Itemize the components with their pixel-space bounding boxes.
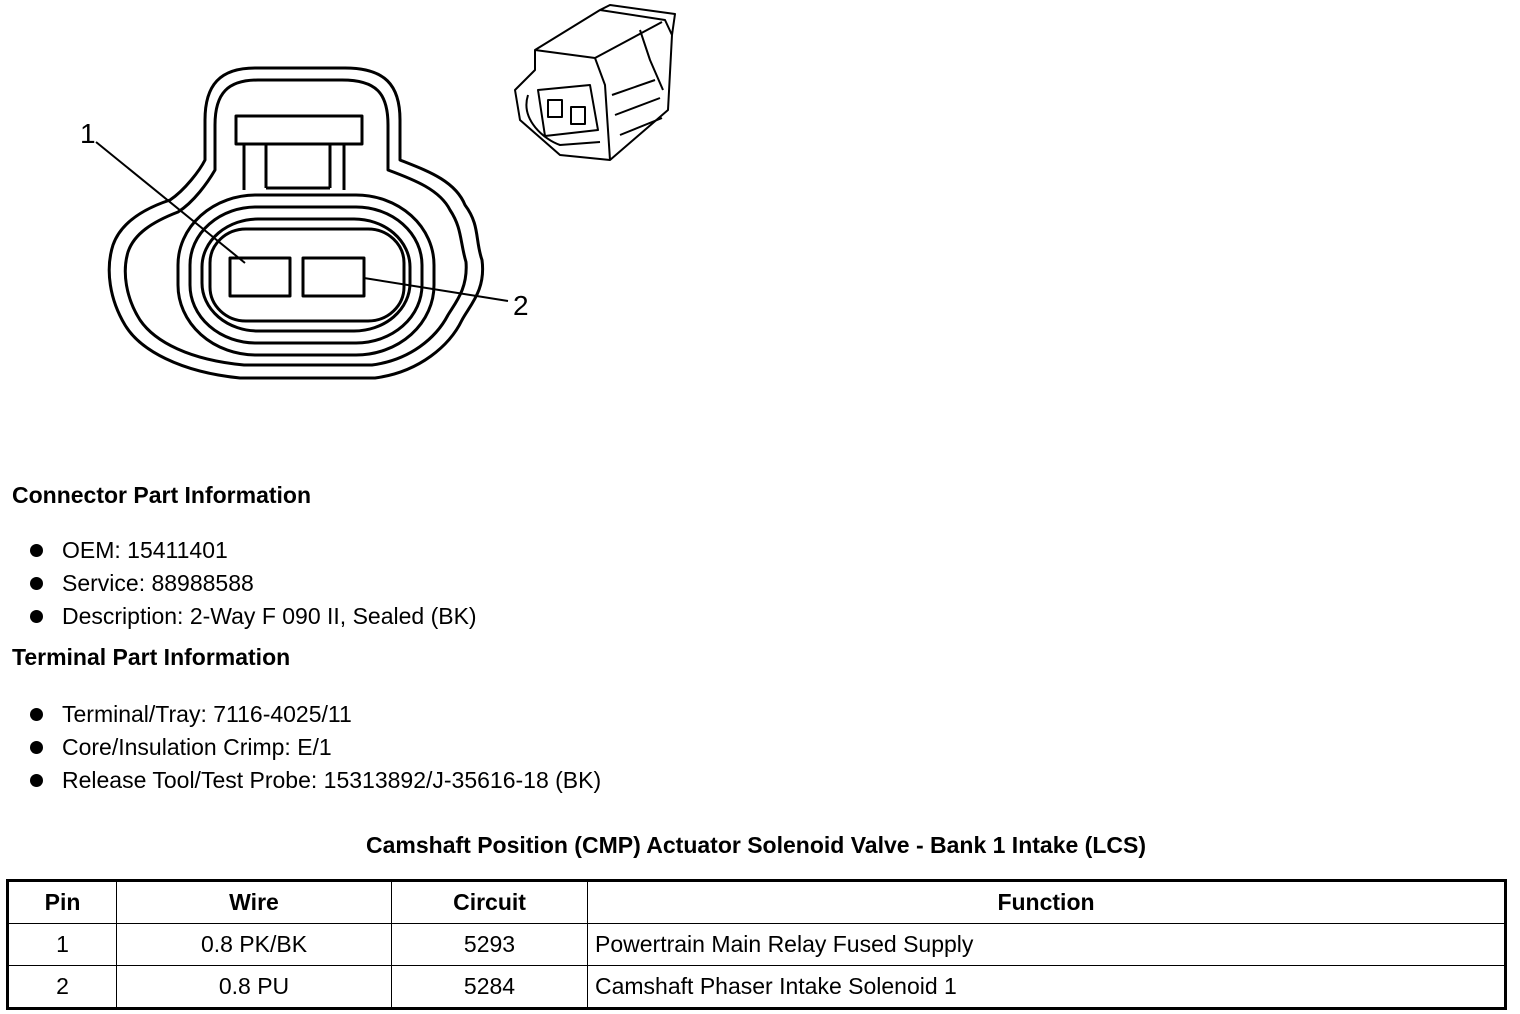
- seal-ring-inner: [202, 219, 410, 331]
- bullet-icon: [30, 577, 43, 590]
- column-header-pin: Pin: [8, 881, 117, 924]
- bullet-icon: [30, 708, 43, 721]
- terminal-crimp: Core/Insulation Crimp: E/1: [62, 734, 332, 760]
- terminal-part-info-list: [28, 698, 601, 797]
- latch-bar: [236, 116, 362, 144]
- cell-wire: 0.8 PU: [117, 966, 392, 1009]
- terminal-release-tool: Release Tool/Test Probe: 15313892/J-35616-18 (BK): [62, 767, 602, 793]
- cell-pin: 1: [8, 924, 117, 966]
- table-row: [8, 924, 1506, 966]
- bullet-icon: [30, 741, 43, 754]
- pinout-table: [6, 879, 1507, 1010]
- list-item: [28, 764, 601, 797]
- cell-circuit: 5293: [392, 924, 588, 966]
- list-item: [28, 698, 601, 731]
- cell-circuit: 5284: [392, 966, 588, 1009]
- terminal-part-info-heading: Terminal Part Information: [12, 644, 291, 670]
- connector-service: Service: 88988588: [62, 570, 254, 596]
- iso-cavity-2: [571, 107, 585, 124]
- column-header-wire: Wire: [117, 881, 392, 924]
- connector-part-info-list: [28, 534, 477, 633]
- list-item: [28, 600, 477, 633]
- cell-function: Camshaft Phaser Intake Solenoid 1: [588, 966, 1506, 1009]
- column-header-circuit: Circuit: [392, 881, 588, 924]
- column-header-function: Function: [588, 881, 1506, 924]
- connector-part-info-heading: Connector Part Information: [12, 482, 312, 508]
- connector-oem: OEM: 15411401: [62, 537, 228, 563]
- table-header-row: [8, 881, 1506, 924]
- terminal-cavity-2: [303, 258, 364, 296]
- connector-description: Description: 2-Way F 090 II, Sealed (BK): [62, 603, 477, 629]
- bullet-icon: [30, 774, 43, 787]
- table-row: [8, 966, 1506, 1009]
- cavity-frame: [210, 229, 404, 321]
- list-item: [28, 534, 477, 567]
- callout-line-2: [364, 278, 508, 301]
- callout-label-1: 1: [80, 118, 96, 149]
- callout-label-2: 2: [513, 290, 529, 321]
- iso-cavity-1: [548, 100, 562, 117]
- cell-wire: 0.8 PK/BK: [117, 924, 392, 966]
- list-item: [28, 731, 601, 764]
- bullet-icon: [30, 610, 43, 623]
- cell-pin: 2: [8, 966, 117, 1009]
- terminal-tray: Terminal/Tray: 7116-4025/11: [62, 701, 352, 727]
- connector-illustration: [0, 0, 720, 400]
- list-item: [28, 567, 477, 600]
- pinout-table-title: Camshaft Position (CMP) Actuator Solenoid Valve - Bank 1 Intake (LCS): [366, 832, 1146, 858]
- bullet-icon: [30, 544, 43, 557]
- connector-isometric-view: [515, 5, 675, 160]
- cell-function: Powertrain Main Relay Fused Supply: [588, 924, 1506, 966]
- terminal-cavity-1: [230, 258, 290, 296]
